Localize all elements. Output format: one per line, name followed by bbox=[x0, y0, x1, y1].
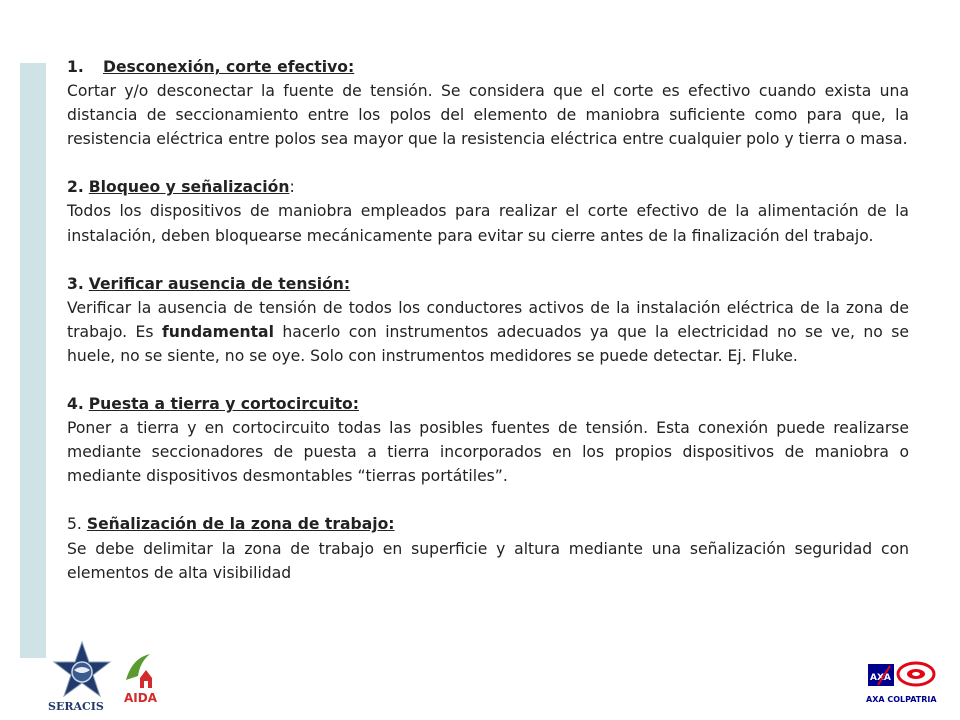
accent-bar bbox=[20, 63, 46, 658]
section-heading: Señalización de la zona de trabajo: bbox=[86, 515, 395, 534]
axa-colpatria-logos bbox=[864, 660, 944, 710]
section-1-body: Cortar y/o desconectar la fuente de tensión. Se considera que el corte es efectivo cuando exista una distancia de seccionamiento entre los polos del elemento de maniobra suficiente como para que, la resistencia eléctrica entre polos sea mayor que la resistencia eléctrica entre cualquier polo y tierra o masa. bbox=[67, 82, 909, 149]
axa-colpatria-logo-text: AXA COLPATRIA bbox=[866, 695, 937, 704]
partner-logos-left bbox=[40, 640, 180, 715]
section-heading: Desconexión, corte efectivo: bbox=[103, 58, 355, 76]
seracis-star-icon bbox=[54, 642, 110, 696]
axa-logo-text: AXA bbox=[870, 673, 891, 683]
section-number: 3. bbox=[67, 274, 84, 293]
section-2-title bbox=[67, 175, 909, 199]
section-heading: Bloqueo y señalización bbox=[88, 178, 290, 197]
section-heading: Verificar ausencia de tensión: bbox=[88, 274, 351, 293]
colpatria-swirl-icon bbox=[898, 663, 934, 685]
seracis-aida-logos bbox=[40, 640, 180, 715]
body-emphasis: fundamental bbox=[162, 322, 274, 341]
aida-logo-text: AIDA bbox=[124, 691, 157, 705]
section-3-title bbox=[67, 272, 909, 296]
section-5-body: Se debe delimitar la zona de trabajo en superficie y altura mediante una señalización seguridad con elementos de alta visibilidad bbox=[67, 539, 909, 582]
section-2-body: Todos los dispositivos de maniobra empleados para realizar el corte efectivo de la alimentación de la instalación, deben bloquearse mecánicamente para evitar su cierre antes de la finalización del trabajo. bbox=[67, 202, 909, 245]
body-text: hacerlo con instrumentos adecuados ya que la electricidad no se ve, no se huele, no se siente, no se oye. Solo con instrumentos medidores se puede detectar. Ej. Fluke. bbox=[67, 322, 909, 365]
content bbox=[67, 55, 909, 585]
section-number: 4. bbox=[67, 395, 84, 414]
section-3-body bbox=[67, 296, 909, 368]
section-heading-suffix: : bbox=[289, 178, 295, 197]
section-5-title bbox=[67, 512, 909, 536]
section-1-title bbox=[67, 55, 909, 79]
section-number: 1. bbox=[67, 58, 84, 76]
axa-colpatria-logo bbox=[864, 660, 944, 710]
seracis-logo-text: SERACIS bbox=[48, 700, 104, 713]
section-4-title bbox=[67, 392, 909, 416]
body-text: Verificar la ausencia de tensión de todos los conductores activos de la instalación eléctrica de la zona de trabajo. Es bbox=[67, 298, 909, 341]
section-heading: Puesta a tierra y cortocircuito: bbox=[88, 395, 359, 414]
section-number: 2. bbox=[67, 178, 84, 197]
section-4-body: Poner a tierra y en cortocircuito todas las posibles fuentes de tensión. Esta conexión puede realizarse mediante seccionadores de puesta a tierra incorporados en los propios dispositivos de maniobra o mediante dispositivos desmontables “tierras portátiles”. bbox=[67, 419, 909, 486]
aida-house-icon bbox=[126, 654, 152, 688]
section-number: 5. bbox=[67, 515, 82, 534]
